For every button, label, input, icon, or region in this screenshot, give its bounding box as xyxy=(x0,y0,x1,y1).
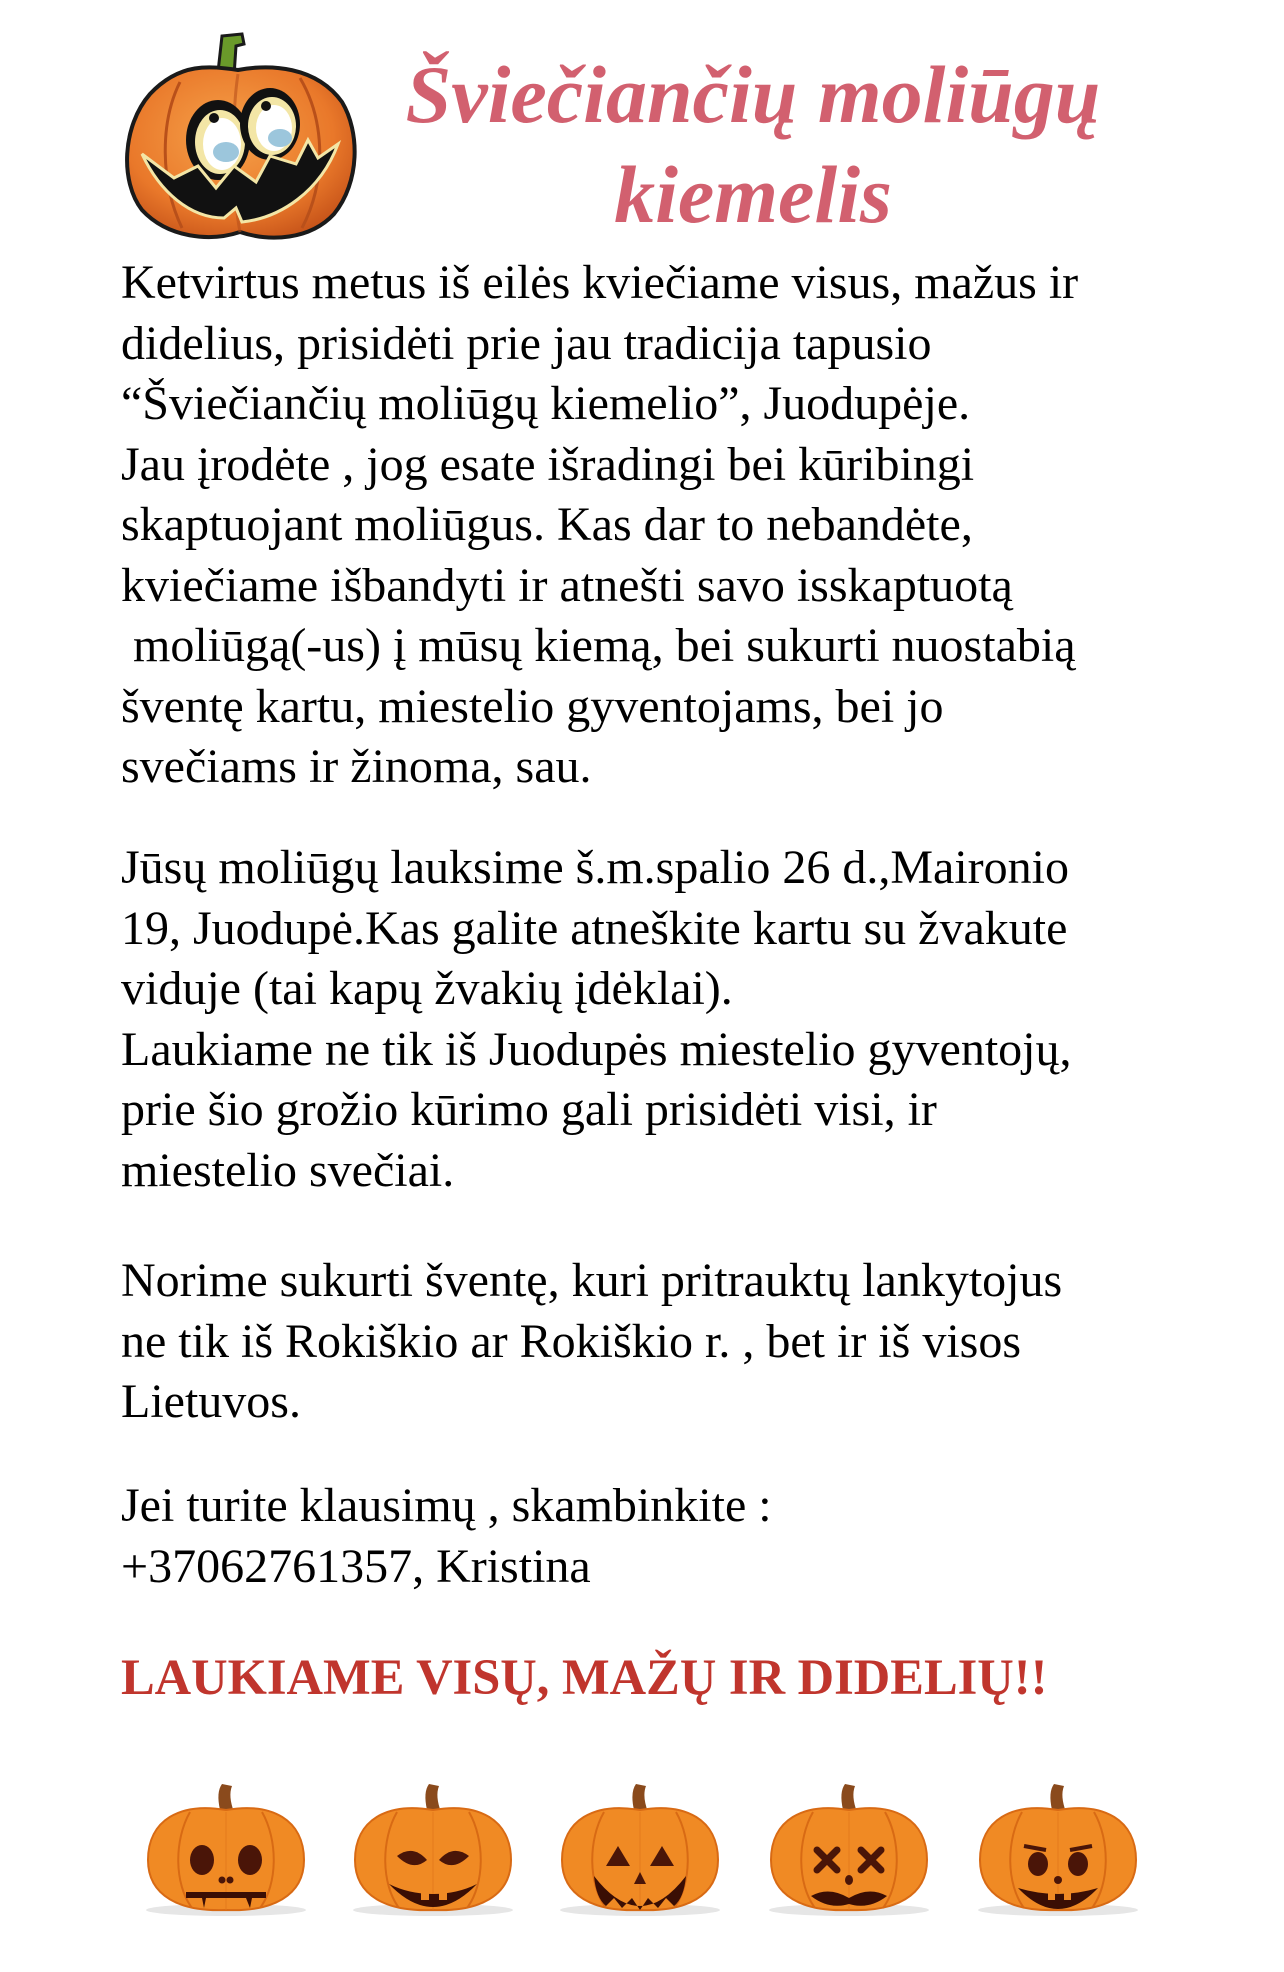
paragraph-contact xyxy=(121,1476,1241,1597)
text-line: Norime sukurti šventę, kuri pritrauktų lankytojus xyxy=(121,1254,1063,1307)
jack-o-lantern-angry-grin-icon xyxy=(347,1780,519,1918)
paragraph-goal xyxy=(121,1251,1241,1433)
paragraph-details xyxy=(121,838,1241,1201)
contact-question: Jei turite klausimų , skambinkite : xyxy=(121,1479,772,1532)
text-line: didelius, prisidėti prie jau tradicija tapusio xyxy=(121,316,932,370)
page-title-line-2: kiemelis xyxy=(614,149,892,240)
text-line: Jau įrodėte , jog esate išradingi bei kūribingi xyxy=(121,437,975,491)
closing-headline: LAUKIAME VISŲ, MAŽŲ IR DIDELIŲ!! xyxy=(121,1649,1048,1705)
text-line: ne tik iš Rokiškio ar Rokiškio r. , bet ir iš visos xyxy=(121,1314,1022,1368)
page-title-line-1: Šviečiančių moliūgų xyxy=(405,49,1101,140)
jack-o-lantern-x-eyes-icon xyxy=(763,1780,935,1918)
paragraph-invitation xyxy=(121,253,1241,798)
text-line: “Šviečiančių moliūgų kiemelio”, Juodupėje. xyxy=(121,377,971,430)
text-line: skaptuojant moliūgus. Kas dar to nebandėte, xyxy=(121,498,973,551)
text-line: Laukiame ne tik iš Juodupės miestelio gyventojų, xyxy=(121,1022,1072,1076)
pumpkin-row xyxy=(0,1780,1284,1920)
text-line: 19, Juodupė.Kas galite atneškite kartu su žvakute xyxy=(121,901,1068,955)
text-line: miestelio svečiai. xyxy=(121,1143,455,1197)
text-line: Ketvirtus metus iš eilės kviečiame visus, mažus ir xyxy=(121,256,1079,309)
text-line: kviečiame išbandyti ir atnešti savo isskaptuotą xyxy=(121,558,1013,612)
cartoon-pumpkin-icon xyxy=(120,32,360,244)
text-line: moliūgą(-us) į mūsų kiemą, bei sukurti nuostabią xyxy=(121,619,1076,672)
text-line: Lietuvos. xyxy=(121,1375,301,1428)
jack-o-lantern-triangle-eyes-icon xyxy=(554,1780,726,1918)
text-line: šventę kartu, miestelio gyventojams, bei jo xyxy=(121,679,944,733)
jack-o-lantern-round-eyes-icon xyxy=(140,1780,312,1918)
jack-o-lantern-mischief-icon xyxy=(972,1780,1144,1918)
text-line: viduje (tai kapų žvakių įdėklai). xyxy=(121,962,733,1015)
text-line: Jūsų moliūgų lauksime š.m.spalio 26 d.,Maironio xyxy=(121,841,1069,894)
text-line: prie šio grožio kūrimo gali prisidėti visi, ir xyxy=(121,1083,937,1136)
contact-phone[interactable]: +37062761357, Kristina xyxy=(121,1539,591,1593)
text-line: svečiams ir žinoma, sau. xyxy=(121,740,592,793)
